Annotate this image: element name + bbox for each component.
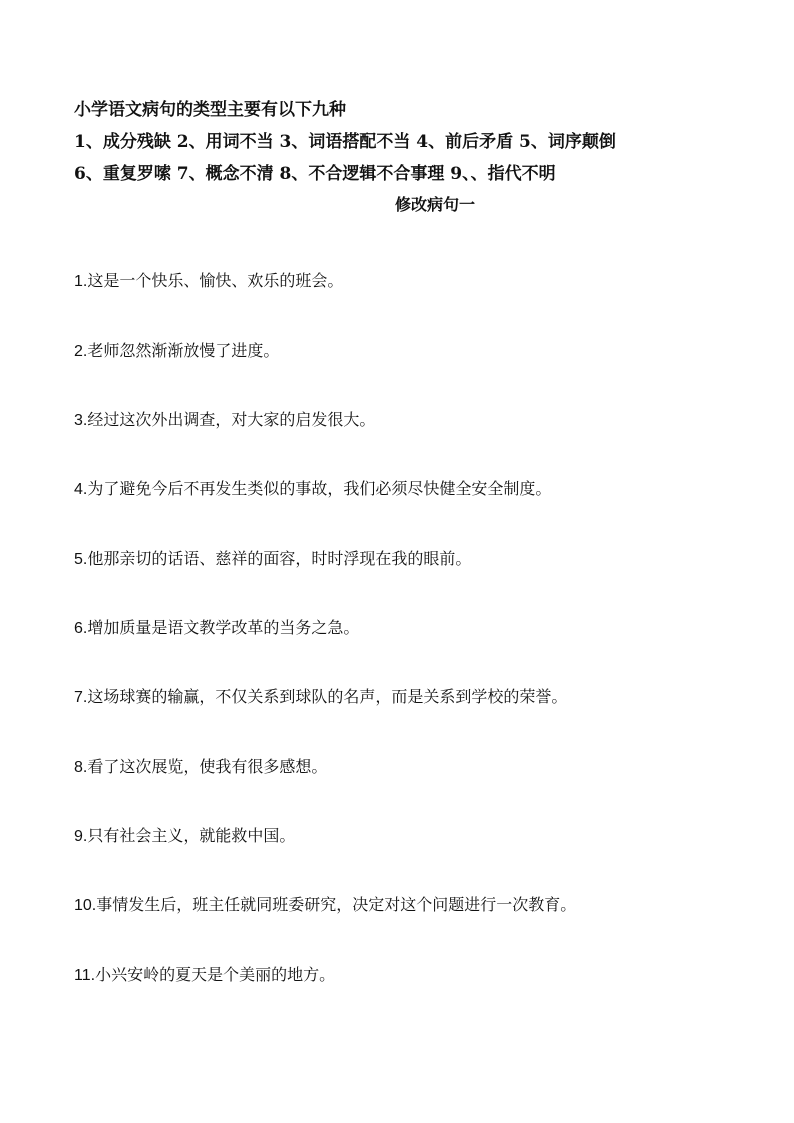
question-text: 事情发生后，班主任就同班委研究，决定对这个问题进行一次教育。 [96, 895, 577, 914]
question-text: 经过这次外出调查，对大家的启发很大。 [87, 410, 376, 429]
error-types-line-2: 6、重复罗嗦 7、概念不清 8、不合逻辑不合事理 9、、指代不明 [74, 164, 556, 184]
question-item [74, 475, 551, 504]
error-types-line-1: 1、成分残缺 2、用词不当 3、词语搭配不当 4、前后矛盾 5、词序颠倒 [74, 132, 616, 152]
question-text: 小兴安岭的夏天是个美丽的地方。 [95, 965, 336, 984]
question-text: 这是一个快乐、愉快、欢乐的班会。 [87, 271, 344, 290]
question-item [74, 337, 279, 366]
question-text: 这场球赛的输赢，不仅关系到球队的名声，而是关系到学校的荣誉。 [87, 687, 568, 706]
question-number: 11. [74, 967, 96, 984]
question-text: 老师忽然渐渐放慢了进度。 [87, 341, 280, 360]
question-number: 1. [74, 273, 88, 290]
question-text: 增加质量是语文教学改革的当务之急。 [87, 618, 360, 637]
question-number: 4. [74, 481, 88, 498]
question-item [74, 891, 576, 920]
question-number: 9. [74, 828, 88, 845]
question-number: 10. [74, 897, 97, 914]
question-item [74, 267, 343, 296]
question-text: 他那亲切的话语、慈祥的面容，时时浮现在我的眼前。 [87, 549, 472, 568]
question-item [74, 753, 327, 782]
question-text: 为了避免今后不再发生类似的事故，我们必须尽快健全安全制度。 [87, 479, 552, 498]
question-text: 看了这次展览，使我有很多感想。 [87, 757, 328, 776]
question-item [74, 822, 295, 851]
section-title: 修改病句一 [394, 195, 475, 214]
question-number: 7. [74, 689, 88, 706]
question-item [74, 545, 471, 574]
question-item [74, 961, 335, 990]
intro-heading: 小学语文病句的类型主要有以下九种 [74, 100, 346, 120]
intro-block [74, 94, 734, 190]
question-number: 5. [74, 551, 88, 568]
question-number: 8. [74, 759, 88, 776]
question-item [74, 614, 359, 643]
question-item [74, 406, 375, 435]
question-number: 6. [74, 620, 88, 637]
question-number: 2. [74, 343, 88, 360]
question-text: 只有社会主义，就能救中国。 [87, 826, 296, 845]
question-number: 3. [74, 412, 88, 429]
question-item [74, 683, 567, 712]
